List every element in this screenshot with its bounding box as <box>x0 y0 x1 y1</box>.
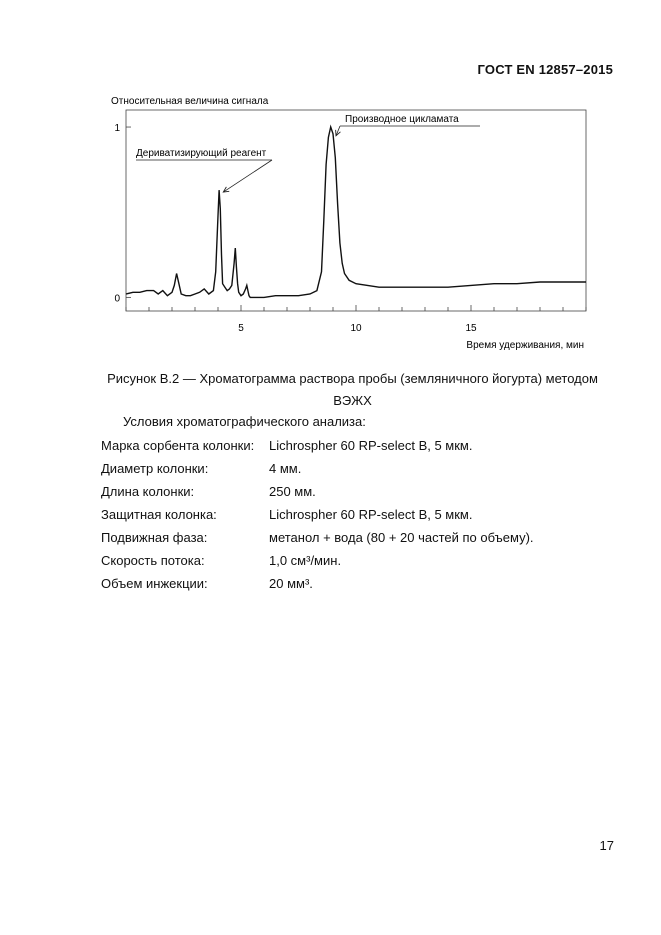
caption-line-1: Рисунок В.2 — Хроматограмма раствора пробы (земляничного йогурта) методом <box>107 371 598 386</box>
annotation-arrow <box>223 160 272 192</box>
condition-row <box>101 434 534 457</box>
condition-label: Скорость потока: <box>101 553 205 568</box>
condition-value: 1,0 см³/мин. <box>269 553 342 568</box>
condition-label: Длина колонки: <box>101 484 195 499</box>
annotation-label: Производное цикламата <box>345 114 459 125</box>
conditions-title: Условия хроматографического анализа: <box>123 414 366 429</box>
condition-row <box>101 457 534 480</box>
standard-header: ГОСТ EN 12857–2015 <box>477 62 613 77</box>
x-axis-ticks <box>126 305 586 334</box>
condition-label: Защитная колонка: <box>101 507 217 522</box>
peak-annotations <box>136 114 480 192</box>
condition-label: Объем инжекции: <box>101 576 208 591</box>
condition-value: метанол + вода (80 + 20 частей по объему). <box>269 530 534 545</box>
condition-value: 250 мм. <box>269 484 316 499</box>
y-tick-label: 1 <box>114 123 120 135</box>
condition-value: 4 мм. <box>269 461 302 476</box>
annotation-label: Дериватизирующий реагент <box>136 148 267 159</box>
condition-row <box>101 549 534 572</box>
condition-row <box>101 526 534 549</box>
condition-row <box>101 503 534 526</box>
condition-row <box>101 572 534 595</box>
conditions-table <box>101 434 534 595</box>
chromatogram-chart <box>100 90 600 355</box>
figure-caption <box>60 368 645 412</box>
annotation-arrowhead <box>223 187 229 192</box>
y-axis-label: Относительная величина сигнала <box>111 96 269 107</box>
condition-row <box>101 480 534 503</box>
y-axis-ticks <box>114 123 131 304</box>
condition-label: Марка сорбента колонки: <box>101 438 255 453</box>
condition-value: Lichrospher 60 RP-select B, 5 мкм. <box>269 507 473 522</box>
x-tick-label: 15 <box>465 323 477 334</box>
chromatogram-svg <box>100 90 600 355</box>
x-tick-label: 10 <box>350 323 362 334</box>
condition-label: Диаметр колонки: <box>101 461 209 476</box>
plot-frame <box>126 110 586 311</box>
y-tick-label: 0 <box>114 293 120 305</box>
condition-value: Lichrospher 60 RP-select B, 5 мкм. <box>269 438 473 453</box>
page-number: 17 <box>599 838 614 853</box>
x-tick-label: 5 <box>238 323 244 334</box>
condition-value: 20 мм³. <box>269 576 313 591</box>
x-axis-label: Время удерживания, мин <box>466 340 584 351</box>
caption-line-2: ВЭЖХ <box>333 393 372 408</box>
condition-label: Подвижная фаза: <box>101 530 208 545</box>
